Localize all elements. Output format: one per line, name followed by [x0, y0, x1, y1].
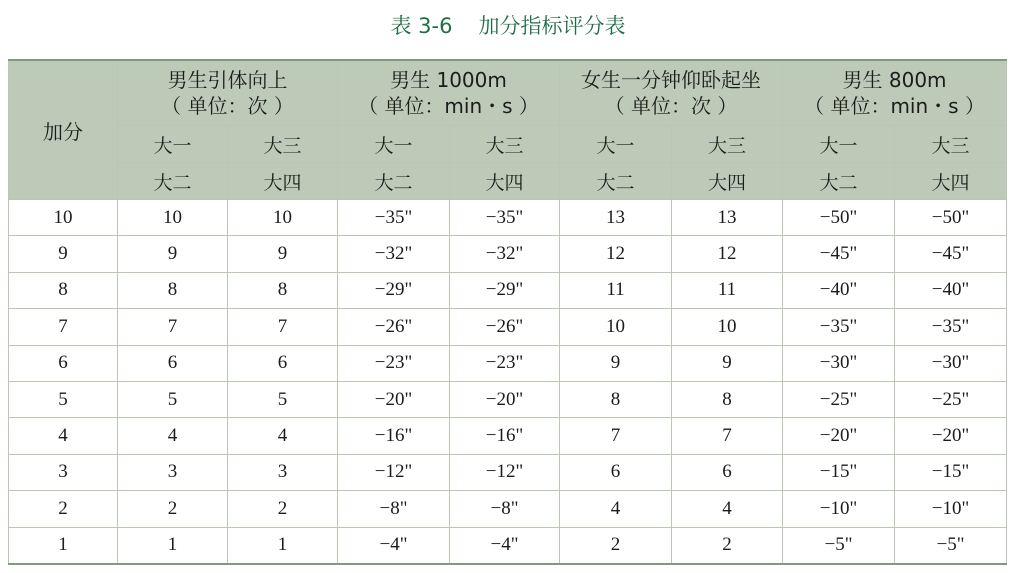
value-cell: −26"	[338, 309, 450, 345]
value-cell: 9	[672, 345, 783, 381]
table-header	[9, 60, 1007, 200]
value-cell: −23"	[450, 345, 560, 381]
value-cell: 1	[228, 527, 338, 564]
value-cell: 11	[672, 272, 783, 308]
sub-header-cell: 大一	[560, 126, 672, 163]
sub-header-cell: 大二	[560, 163, 672, 200]
value-cell: −40"	[783, 272, 895, 308]
group-title: 男生引体向上	[167, 68, 288, 92]
value-cell: −5"	[895, 527, 1007, 564]
value-cell: −26"	[450, 309, 560, 345]
sub-header-cell: 大一	[783, 126, 895, 163]
value-cell: −25"	[895, 381, 1007, 417]
score-cell: 5	[9, 381, 118, 417]
value-cell: −23"	[338, 345, 450, 381]
value-cell: −40"	[895, 272, 1007, 308]
value-cell: −32"	[338, 236, 450, 272]
sub-header-cell: 大二	[338, 163, 450, 200]
value-cell: 3	[228, 454, 338, 490]
score-cell: 1	[9, 527, 118, 564]
value-cell: 7	[560, 418, 672, 454]
value-cell: 2	[228, 491, 338, 527]
group-header	[118, 60, 338, 126]
sub-header-cell: 大二	[783, 163, 895, 200]
value-cell: −20"	[783, 418, 895, 454]
group-unit: （ 单位：min・s ）	[358, 94, 539, 118]
value-cell: 6	[228, 345, 338, 381]
value-cell: 10	[118, 200, 228, 236]
table-number: 表 3-6	[390, 14, 453, 38]
table-row	[9, 309, 1007, 345]
value-cell: −20"	[338, 381, 450, 417]
sub-header-cell: 大四	[450, 163, 560, 200]
value-cell: −30"	[783, 345, 895, 381]
value-cell: −32"	[450, 236, 560, 272]
score-cell: 6	[9, 345, 118, 381]
sub-header-cell: 大一	[118, 126, 228, 163]
value-cell: −25"	[783, 381, 895, 417]
value-cell: 12	[672, 236, 783, 272]
value-cell: 7	[228, 309, 338, 345]
sub-header-cell: 大三	[672, 126, 783, 163]
group-unit: （ 单位：次 ）	[161, 94, 294, 118]
value-cell: −16"	[450, 418, 560, 454]
value-cell: 2	[672, 527, 783, 564]
sub-header-row	[9, 163, 1007, 200]
group-unit: （ 单位：次 ）	[604, 94, 738, 118]
table-name: 加分指标评分表	[478, 14, 626, 38]
value-cell: 13	[560, 200, 672, 236]
value-cell: 2	[560, 527, 672, 564]
value-cell: −10"	[895, 491, 1007, 527]
value-cell: −20"	[895, 418, 1007, 454]
table-row	[9, 491, 1007, 527]
value-cell: 10	[672, 309, 783, 345]
sub-header-row	[9, 126, 1007, 163]
value-cell: −30"	[895, 345, 1007, 381]
corner-header: 加分	[9, 60, 118, 200]
sub-header-cell: 大四	[228, 163, 338, 200]
table-row	[9, 527, 1007, 564]
table-row	[9, 236, 1007, 272]
sub-header-cell: 大四	[895, 163, 1007, 200]
value-cell: −15"	[783, 454, 895, 490]
value-cell: −29"	[338, 272, 450, 308]
table-row	[9, 418, 1007, 454]
value-cell: −35"	[450, 200, 560, 236]
value-cell: −20"	[450, 381, 560, 417]
value-cell: 7	[118, 309, 228, 345]
group-header	[338, 60, 560, 126]
value-cell: −10"	[783, 491, 895, 527]
sub-header-cell: 大一	[338, 126, 450, 163]
value-cell: 10	[228, 200, 338, 236]
value-cell: 4	[560, 491, 672, 527]
scoring-table	[8, 59, 1007, 565]
value-cell: 12	[560, 236, 672, 272]
value-cell: 6	[118, 345, 228, 381]
value-cell: −15"	[895, 454, 1007, 490]
score-cell: 10	[9, 200, 118, 236]
score-cell: 9	[9, 236, 118, 272]
value-cell: −12"	[338, 454, 450, 490]
value-cell: −12"	[450, 454, 560, 490]
group-title: 男生 1000m	[390, 68, 507, 92]
value-cell: 8	[228, 272, 338, 308]
value-cell: 4	[672, 491, 783, 527]
value-cell: −8"	[338, 491, 450, 527]
table-row	[9, 345, 1007, 381]
score-cell: 4	[9, 418, 118, 454]
value-cell: 9	[228, 236, 338, 272]
score-cell: 2	[9, 491, 118, 527]
group-header	[783, 60, 1007, 126]
score-cell: 7	[9, 309, 118, 345]
value-cell: −16"	[338, 418, 450, 454]
score-cell: 3	[9, 454, 118, 490]
sub-header-cell: 大二	[118, 163, 228, 200]
value-cell: 11	[560, 272, 672, 308]
value-cell: −4"	[450, 527, 560, 564]
value-cell: −35"	[895, 309, 1007, 345]
value-cell: −35"	[338, 200, 450, 236]
group-title: 女生一分钟仰卧起坐	[581, 68, 762, 92]
value-cell: −29"	[450, 272, 560, 308]
value-cell: 5	[118, 381, 228, 417]
value-cell: −4"	[338, 527, 450, 564]
table-row	[9, 454, 1007, 490]
value-cell: 6	[672, 454, 783, 490]
sub-header-cell: 大三	[228, 126, 338, 163]
value-cell: 13	[672, 200, 783, 236]
table-row	[9, 200, 1007, 236]
table-row	[9, 381, 1007, 417]
value-cell: 8	[672, 381, 783, 417]
value-cell: −8"	[450, 491, 560, 527]
table-row	[9, 272, 1007, 308]
value-cell: −50"	[895, 200, 1007, 236]
value-cell: 8	[118, 272, 228, 308]
group-header	[560, 60, 783, 126]
value-cell: 9	[560, 345, 672, 381]
value-cell: −45"	[895, 236, 1007, 272]
value-cell: 10	[560, 309, 672, 345]
value-cell: 1	[118, 527, 228, 564]
sub-header-cell: 大四	[672, 163, 783, 200]
value-cell: 5	[228, 381, 338, 417]
value-cell: 2	[118, 491, 228, 527]
value-cell: 4	[228, 418, 338, 454]
value-cell: −45"	[783, 236, 895, 272]
value-cell: −35"	[783, 309, 895, 345]
value-cell: 9	[118, 236, 228, 272]
score-cell: 8	[9, 272, 118, 308]
group-unit: （ 单位：min・s ）	[804, 94, 985, 118]
value-cell: 4	[118, 418, 228, 454]
sub-header-cell: 大三	[895, 126, 1007, 163]
value-cell: 8	[560, 381, 672, 417]
value-cell: 3	[118, 454, 228, 490]
value-cell: 7	[672, 418, 783, 454]
sub-header-cell: 大三	[450, 126, 560, 163]
value-cell: −5"	[783, 527, 895, 564]
value-cell: 6	[560, 454, 672, 490]
table-title	[0, 8, 1016, 44]
group-title: 男生 800m	[842, 68, 947, 92]
table-body	[9, 200, 1007, 564]
value-cell: −50"	[783, 200, 895, 236]
